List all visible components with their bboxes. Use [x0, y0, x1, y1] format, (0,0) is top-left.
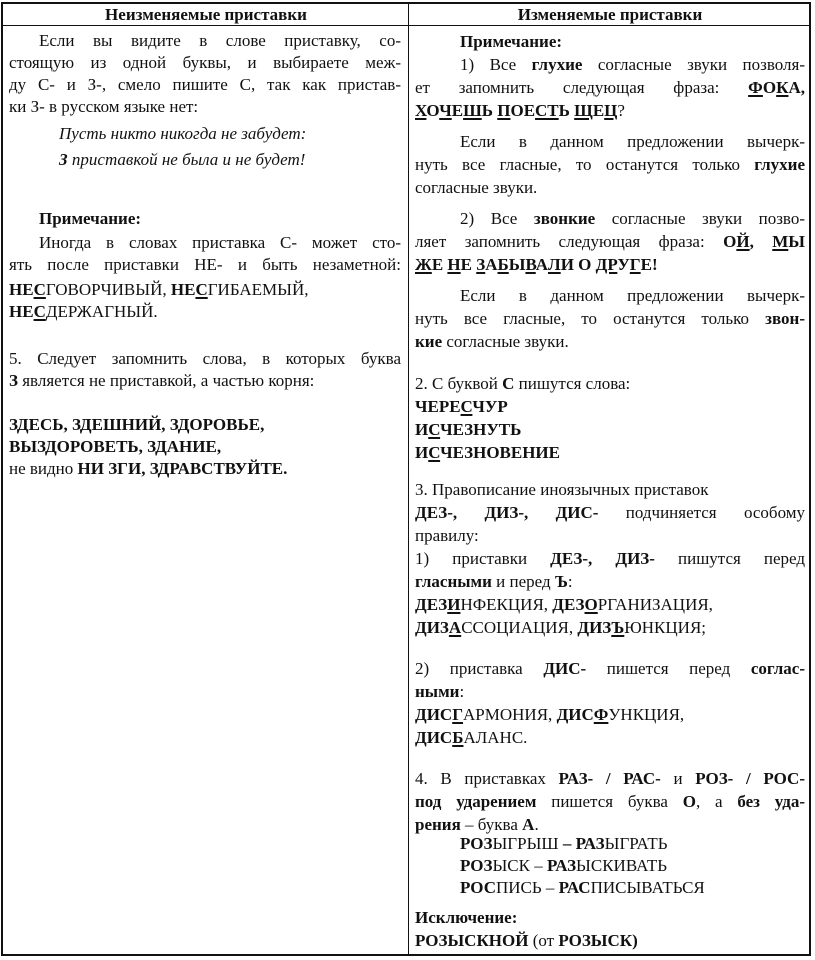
text-run: (от [528, 931, 559, 950]
text-run: соглас- [750, 659, 805, 678]
text-run: 2) Все [460, 209, 534, 228]
text-run: глухие [531, 55, 583, 74]
text-line [415, 524, 805, 547]
text-run: ными [415, 682, 460, 701]
text-run: НИ ЗГИ, ЗДРАВСТВУЙТЕ. [77, 459, 288, 478]
text-run: – буква [460, 815, 523, 834]
underlined-letter: П [497, 101, 511, 120]
text-run: РАЗ [547, 856, 577, 875]
text-run: 2. С буквой [415, 374, 503, 393]
text-run: ССОЦИАЦИЯ, [461, 618, 578, 637]
underlined-letter: З [476, 255, 486, 274]
text-run: пишутся слова: [514, 374, 631, 393]
text-run: АЛАНС. [463, 728, 528, 747]
text-run: – РАЗ [562, 834, 605, 853]
text-run: Ы [788, 232, 805, 251]
text-run: А [535, 255, 549, 274]
text-run: РГАНИЗАЦИЯ, [597, 595, 713, 614]
text-run: согласные звуки. [442, 332, 569, 351]
underlined-letter: Щ [574, 101, 593, 120]
text-run: согласные звуки. [415, 178, 538, 197]
text-run: Примечание: [460, 32, 563, 51]
text-line [9, 348, 401, 370]
text-run: И [415, 443, 429, 462]
text-line [415, 76, 805, 99]
text-run: ПИСЬ – [496, 878, 559, 897]
text-run: звон- [765, 309, 805, 328]
example-line [415, 877, 805, 899]
text-run: ДИС [556, 705, 594, 724]
text-line [415, 53, 805, 76]
text-run: 2) приставка [415, 659, 544, 678]
example-line [415, 616, 805, 639]
text-line [9, 52, 401, 74]
poem-line [9, 123, 401, 145]
text-run: ять после приставки НЕ- и быть незаметной: [9, 255, 401, 274]
text-run: РОЗЫСКНОЙ [415, 931, 529, 950]
underlined-letter: В [525, 255, 536, 274]
text-line [9, 30, 401, 52]
text-run: А, [788, 78, 805, 97]
text-run: звонкие [533, 209, 596, 228]
text-run: Если вы видите в слове приставку, со- [39, 31, 401, 50]
text-run: Если в данном предложении вычерк- [460, 132, 805, 151]
text-run: ДЕЗ-, ДИЗ- [550, 549, 655, 568]
prefix-rules-table [1, 2, 811, 956]
text-run: РАС [558, 878, 591, 897]
underlined-letter: Б [497, 255, 509, 274]
example-line [9, 436, 401, 458]
text-line [9, 370, 401, 392]
text-run: РАЗ- / РАС- [558, 769, 661, 788]
text-run: ЫСК – [492, 856, 547, 875]
underlined-letter: И [447, 595, 461, 614]
text-run: ЧУР [472, 397, 508, 416]
text-run: под ударением [415, 792, 537, 811]
text-line [9, 232, 401, 254]
text-run: И [415, 420, 429, 439]
text-run: Исключение: [415, 908, 518, 927]
text-run: РОЗ [460, 834, 493, 853]
text-run: ЫГРЫШ [492, 834, 563, 853]
underlined-letter: Г [452, 705, 464, 724]
text-run: ГИБАЕМЫЙ, [207, 280, 309, 299]
text-run: ЧЕЗНУТЬ [440, 420, 522, 439]
example-line [9, 414, 401, 436]
text-run: правилу: [415, 526, 479, 545]
text-line [9, 96, 401, 118]
text-run: и перед [491, 572, 555, 591]
text-run: ДЕЗ-, ДИЗ-, ДИС- [415, 503, 599, 522]
underlined-letter: С [33, 280, 46, 299]
text-run: 1) приставки [415, 549, 551, 568]
text-line [415, 501, 805, 524]
text-run: 1) Все [460, 55, 532, 74]
underlined-letter: Х [415, 101, 427, 120]
text-run: Е [460, 255, 477, 274]
text-run: УНКЦИЯ, [608, 705, 685, 724]
underlined-letter: Й [736, 232, 750, 251]
text-run: : [459, 682, 465, 701]
text-run: А [522, 815, 535, 834]
example-line [415, 395, 805, 418]
text-run: РОЗ- / РОС- [695, 769, 805, 788]
text-run: Если в данном предложении вычерк- [460, 286, 805, 305]
text-run: ? [617, 101, 625, 120]
example-line [415, 833, 805, 855]
text-run: рения [415, 815, 461, 834]
column-divider [408, 4, 409, 954]
underlined-letter: Ц [604, 101, 618, 120]
text-run: Е [431, 255, 448, 274]
right-column [415, 30, 805, 952]
text-line [415, 284, 805, 307]
underlined-letter: Ъ [611, 618, 625, 637]
text-run: Ь [558, 101, 575, 120]
text-run: О [426, 101, 440, 120]
example-line [415, 726, 805, 749]
text-run: РОЗЫСК) [558, 931, 638, 950]
underlined-letter: К [776, 78, 789, 97]
text-run: С [502, 374, 515, 393]
underlined-letter: Ч [439, 101, 452, 120]
text-run: ГОВОРЧИВЫЙ, [45, 280, 171, 299]
text-run: У [617, 255, 630, 274]
text-line [415, 230, 805, 253]
underlined-letter: О [584, 595, 598, 614]
exception-line [415, 929, 805, 952]
text-run: согласные звуки позво- [595, 209, 805, 228]
exception-heading [415, 906, 805, 929]
text-run: АРМОНИЯ, [463, 705, 557, 724]
underlined-letter: Ж [415, 255, 432, 274]
text-run: Ь [481, 101, 498, 120]
text-run: ет запомнить следующая фраза: [415, 78, 749, 97]
text-run: О [723, 232, 737, 251]
underlined-letter: С [460, 397, 473, 416]
text-line [415, 207, 805, 230]
text-run: ЧЕЗНОВЕНИЕ [440, 443, 560, 462]
text-line [415, 330, 805, 353]
underlined-letter: М [772, 232, 789, 251]
left-column [9, 30, 401, 480]
text-run: Е! [640, 255, 658, 274]
text-run: нуть все гласные, то останутся только [415, 155, 755, 174]
text-line [415, 767, 805, 790]
text-run: 4. В приставках [415, 769, 559, 788]
text-run: Иногда в словах приставка С- может сто- [39, 233, 401, 252]
underlined-letter: А [448, 618, 462, 637]
underlined-letter: Н [447, 255, 461, 274]
text-run: НФЕКЦИЯ, [460, 595, 553, 614]
text-run: . [534, 815, 539, 834]
text-run: ДИС- [543, 659, 587, 678]
mnemonic-phrase [415, 99, 805, 122]
underlined-letter: С [33, 302, 46, 321]
example-line [415, 593, 805, 616]
underlined-letter: Ф [593, 705, 609, 724]
text-run: Е [592, 101, 605, 120]
text-run: ДЕЗ [552, 595, 585, 614]
text-run: , [749, 232, 773, 251]
text-run: 5. Следует запомнить слова, в которых буква [9, 349, 401, 368]
poem-line [9, 149, 401, 171]
text-run: ляет запомнить следующая фраза: [415, 232, 724, 251]
text-run: З [59, 150, 68, 169]
text-run: : [567, 572, 573, 591]
underlined-letter: ДР [595, 255, 618, 274]
text-run: ЫСКИВАТЬ [576, 856, 668, 875]
text-run: 3. Правописание иноязычных приставок [415, 480, 709, 499]
text-run: пишется перед [586, 659, 751, 678]
example-line [415, 418, 805, 441]
text-run: ЫГРАТЬ [604, 834, 668, 853]
text-run: И О [560, 255, 596, 274]
text-run: Пусть никто никогда не забудет: [59, 124, 307, 143]
underlined-letter: Ф [748, 78, 763, 97]
text-line [415, 680, 805, 703]
underlined-letter: С [195, 280, 208, 299]
text-run: стоящую из одной буквы, и выбираете меж- [9, 53, 401, 72]
text-run: , а [695, 792, 738, 811]
example-line [415, 855, 805, 877]
text-run: ДИС [415, 728, 453, 747]
text-run: РОС [460, 878, 496, 897]
text-run: нуть все гласные, то останутся только [415, 309, 766, 328]
text-run: О [682, 792, 696, 811]
text-run: ду С- и З-, смело пишите С, так как пристав- [9, 75, 401, 94]
text-run: согласные звуки позволя- [582, 55, 805, 74]
text-run: РОЗ [460, 856, 493, 875]
text-line [415, 176, 805, 199]
text-line [415, 790, 805, 813]
text-run: ВЫЗДОРОВЕТЬ, ЗДАНИЕ, [9, 437, 222, 456]
text-run: А [485, 255, 498, 274]
text-run: кие [415, 332, 443, 351]
example-line [9, 458, 401, 480]
underlined-letter: Ш [463, 101, 482, 120]
text-run: не видно [9, 459, 78, 478]
underlined-letter: СТ [535, 101, 559, 120]
text-run: является не приставкой, а частью корня: [17, 371, 315, 390]
text-run: ДИЗ [577, 618, 612, 637]
column-header-unchangeable: Неизменяемые приставки [3, 4, 409, 26]
text-run: ЗДЕСЬ, ЗДЕШНИЙ, ЗДОРОВЬЕ, [9, 415, 265, 434]
text-line [415, 372, 805, 395]
text-run: З [9, 371, 18, 390]
text-line [415, 130, 805, 153]
text-run: гласными [415, 572, 492, 591]
text-run: ДИЗ [415, 618, 449, 637]
text-run: ДЕРЖАГНЫЙ. [45, 302, 158, 321]
text-run: ОЕ [510, 101, 536, 120]
text-run: ДИС [415, 705, 453, 724]
text-run: ПИСЫВАТЬСЯ [590, 878, 705, 897]
text-run: приставкой не была и не будет! [67, 150, 306, 169]
example-line [415, 703, 805, 726]
text-line [415, 153, 805, 176]
underlined-letter: С [428, 443, 441, 462]
text-run: Е [451, 101, 464, 120]
text-line [415, 657, 805, 680]
text-run: глухие [754, 155, 805, 174]
text-run: без уда- [737, 792, 805, 811]
note-heading [415, 30, 805, 53]
example-line [9, 279, 401, 301]
text-run: ДЕЗ [415, 595, 448, 614]
text-run: ЧЕРЕ [415, 397, 461, 416]
text-run: пишутся перед [654, 549, 806, 568]
text-run: подчиняется особому [598, 503, 805, 522]
text-run: НЕ [9, 280, 34, 299]
text-line [415, 478, 805, 501]
example-line [9, 301, 401, 323]
underlined-letter: Б [452, 728, 464, 747]
text-run: Ъ [554, 572, 568, 591]
text-run: Примечание: [39, 209, 142, 228]
text-line [415, 307, 805, 330]
example-line [415, 441, 805, 464]
text-run: и [660, 769, 696, 788]
text-run: О [762, 78, 777, 97]
mnemonic-phrase [415, 253, 805, 276]
text-run: НЕ [170, 280, 196, 299]
column-header-changeable: Изменяемые приставки [409, 4, 811, 26]
underlined-letter: Л [548, 255, 561, 274]
text-run: пишется буква [536, 792, 683, 811]
underlined-letter: Г [629, 255, 641, 274]
note-heading [9, 208, 401, 230]
text-run: НЕ [9, 302, 34, 321]
text-run: ки З- в русском языке нет: [9, 97, 199, 116]
text-run: Ы [508, 255, 526, 274]
text-run: ЮНКЦИЯ; [624, 618, 707, 637]
text-line [9, 74, 401, 96]
text-line [415, 547, 805, 570]
underlined-letter: С [428, 420, 441, 439]
text-line [415, 570, 805, 593]
text-line [9, 254, 401, 276]
